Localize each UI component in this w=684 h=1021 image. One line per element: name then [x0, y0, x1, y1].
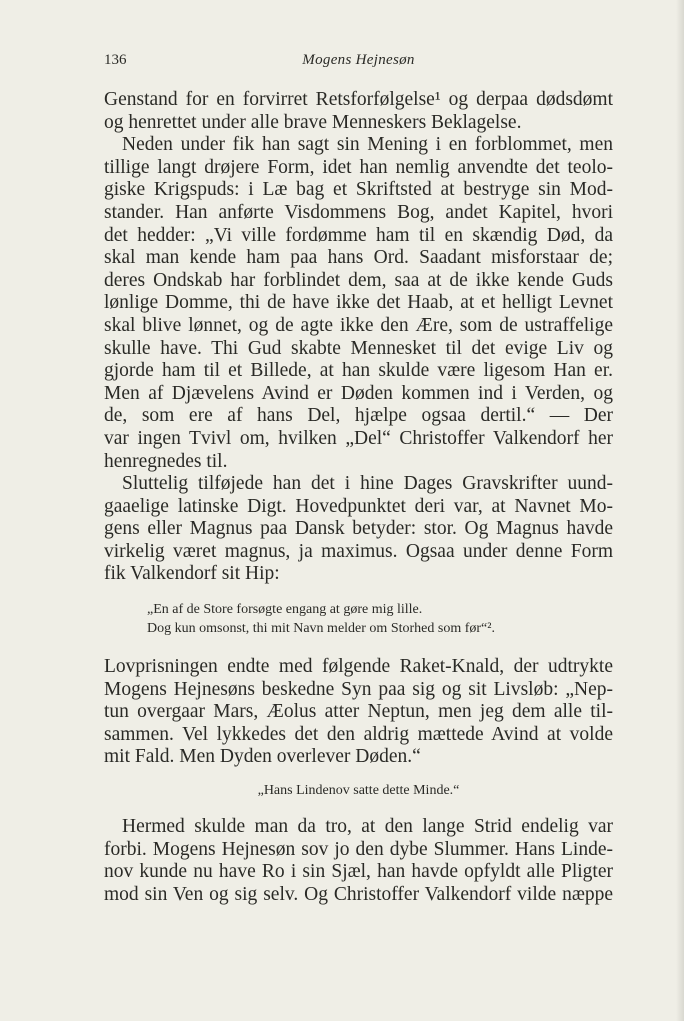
text-line: de, som ere af hans Del, hjælpe ogsaa dertil.“ — Der	[104, 405, 613, 427]
dedication-line-block	[104, 781, 613, 800]
paragraph-1	[104, 89, 613, 134]
text-line: Men af Djævelens Avind er Døden kommen ind i Verden, og	[104, 382, 613, 404]
text-line: Lovprisningen endte med følgende Raket-Knald, der udtrykte	[104, 656, 613, 678]
text-line: skal blive lønnet, og de agte ikke den Ære, som de ustraffelige	[104, 314, 613, 336]
text-line: deres Ondskab har forblindet dem, saa at de ikke kende Guds	[104, 269, 613, 291]
page-edge-shadow	[676, 0, 684, 1021]
running-header	[104, 52, 613, 74]
paragraph-3	[104, 473, 613, 586]
verse-line: „En af de Store forsøgte engang at gøre mig lille.	[147, 602, 423, 618]
text-line: lønlige Domme, thi de have ikke det Haab, at et helligt Levnet	[104, 292, 613, 314]
text-line: giske Krigspuds: i Læ bag et Skriftsted at bestryge sin Mod-	[104, 179, 613, 201]
text-line: gaaelige latinske Digt. Hovedpunktet deri var, at Navnet Mo-	[104, 495, 613, 517]
text-line: gens eller Magnus paa Dansk betyder: stor. Og Magnus havde	[104, 518, 613, 540]
text-line: virkelig været magnus, ja maximus. Ogsaa under denne Form	[104, 540, 613, 562]
text-line: mit Fald. Men Dyden overlever Døden.“	[104, 746, 421, 768]
verse-quotation	[104, 600, 613, 638]
paragraph-5	[104, 816, 613, 906]
text-line: skal man kende ham paa hans Ord. Saadant misforstaar de;	[104, 247, 613, 269]
text-line: tillige langt drøjere Form, idet han nemlig anvendte det teolo-	[104, 156, 613, 178]
text-line: gjorde ham til et Billede, at han skulde være ligesom Han er.	[104, 360, 613, 382]
text-line: nov kunde nu have Ro i sin Sjæl, han havde opfyldt alle Pligter	[104, 861, 613, 883]
running-title: Mogens Hejnesøn	[302, 52, 415, 68]
text-line: sammen. Vel lykkedes det den aldrig mættede Avind at volde	[104, 723, 613, 745]
page-text	[104, 89, 613, 906]
text-line: Sluttelig tilføjede han det i hine Dages Gravskrifter uund-	[122, 473, 613, 495]
paragraph-2	[104, 134, 613, 473]
text-line: fik Valkendorf sit Hip:	[104, 563, 280, 585]
text-line: og henrettet under alle brave Menneskers Beklagelse.	[104, 111, 522, 133]
text-line: Genstand for en forvirret Retsforfølgelse¹ og derpaa dødsdømt	[104, 89, 613, 110]
text-line: det hedder: „Vi ville fordømme ham til en skændig Død, da	[104, 224, 613, 246]
text-line: henregnedes til.	[104, 450, 228, 472]
text-line: Neden under fik han sagt sin Mening i en forblommet, men	[122, 134, 613, 156]
text-line: Hermed skulde man da tro, at den lange Strid endelig var	[122, 816, 613, 838]
text-line: skulle have. Thi Gud skabte Mennesket til det evige Liv og	[104, 337, 613, 359]
text-line: mod sin Ven og sig selv. Og Christoffer Valkendorf vilde næppe	[104, 883, 613, 905]
text-line: Mogens Hejnesøns beskedne Syn paa sig og sit Livsløb: „Nep-	[104, 678, 613, 700]
text-line: stander. Han anførte Visdommens Bog, andet Kapitel, hvori	[104, 201, 613, 223]
page-number: 136	[104, 52, 127, 68]
text-line: var ingen Tvivl om, hvilken „Del“ Christoffer Valkendorf her	[104, 427, 613, 449]
text-line: tun overgaar Mars, Æolus atter Neptun, men jeg dem alle til-	[104, 701, 613, 723]
paragraph-4	[104, 656, 613, 769]
verse-line: Dog kun omsonst, thi mit Navn melder om Storhed som før“².	[147, 621, 495, 637]
dedication-line: „Hans Lindenov satte dette Minde.“	[257, 783, 460, 799]
text-line: forbi. Mogens Hejnesøn sov jo den dybe Slummer. Hans Linde-	[104, 838, 613, 860]
